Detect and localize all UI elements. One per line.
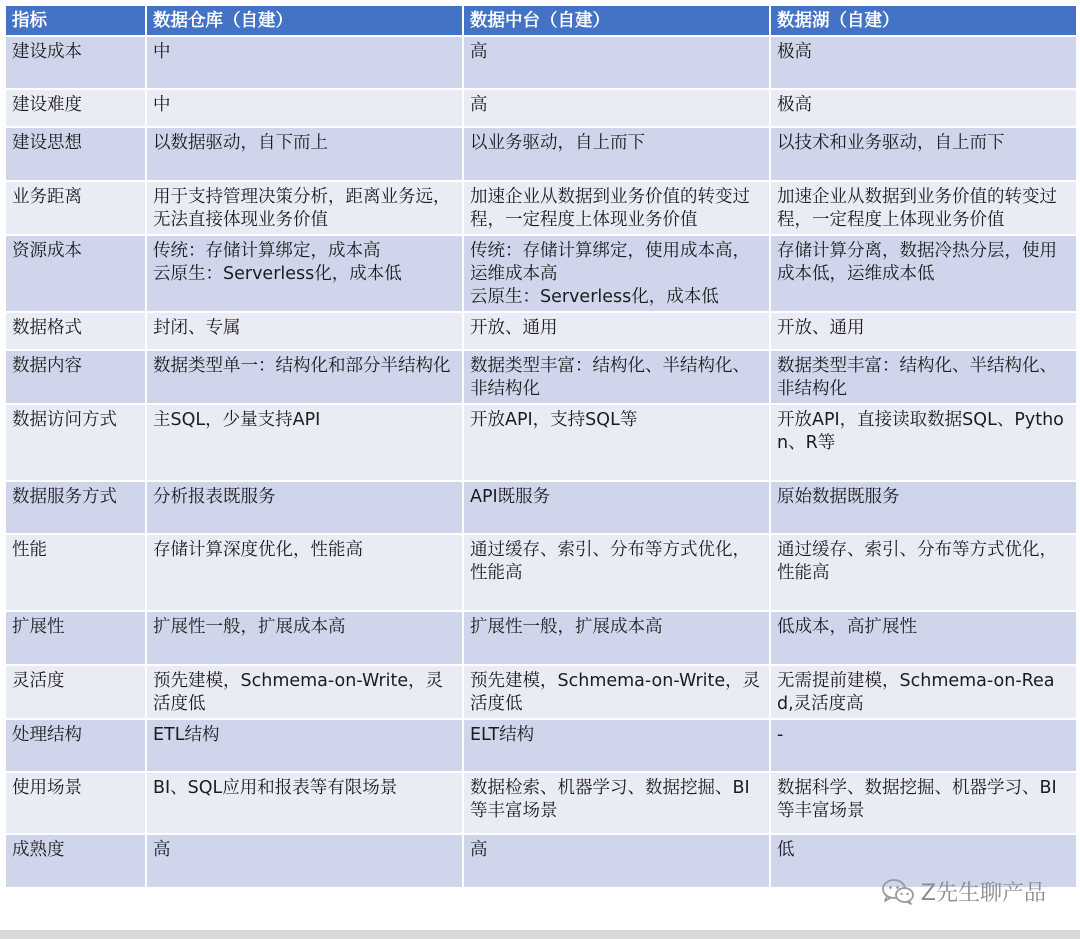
header-metric: 指标 [5,5,146,36]
table-row [5,481,1077,534]
table-body [5,36,1077,888]
table-cell: 高 [463,36,770,89]
table-cell: 低 [770,834,1077,888]
table-cell: 无需提前建模，Schmema-on-Read,灵活度高 [770,665,1077,719]
table-cell: 低成本，高扩展性 [770,611,1077,665]
table-cell: 预先建模，Schmema-on-Write，灵活度低 [146,665,463,719]
table-row [5,611,1077,665]
header-data-middle-platform: 数据中台（自建） [463,5,770,36]
row-label-cell: 性能 [5,534,146,611]
table-row [5,665,1077,719]
table-row [5,772,1077,834]
table-cell: 封闭、专属 [146,312,463,350]
table-cell: 数据检索、机器学习、数据挖掘、BI等丰富场景 [463,772,770,834]
table-cell: 数据类型单一：结构化和部分半结构化 [146,350,463,404]
table-cell: 以数据驱动，自下而上 [146,127,463,181]
row-label-cell: 成熟度 [5,834,146,888]
table-row [5,534,1077,611]
table-cell: 极高 [770,89,1077,127]
table-cell: 用于支持管理决策分析，距离业务远，无法直接体现业务价值 [146,181,463,235]
table-cell: 以业务驱动，自上而下 [463,127,770,181]
table-cell: - [770,719,1077,772]
table-row [5,36,1077,89]
table-cell: 原始数据既服务 [770,481,1077,534]
table-cell: 高 [463,89,770,127]
table-row [5,350,1077,404]
table-row [5,235,1077,312]
table-cell: 传统：存储计算绑定，成本高 云原生：Serverless化，成本低 [146,235,463,312]
table-cell: BI、SQL应用和报表等有限场景 [146,772,463,834]
table-cell: 加速企业从数据到业务价值的转变过程，一定程度上体现业务价值 [463,181,770,235]
table-header-row [5,5,1077,36]
header-data-lake: 数据湖（自建） [770,5,1077,36]
table-cell: 高 [146,834,463,888]
table-row [5,89,1077,127]
table-cell: 传统：存储计算绑定，使用成本高，运维成本高 云原生：Serverless化，成本低 [463,235,770,312]
table-cell: 分析报表既服务 [146,481,463,534]
table-cell: 开放API，支持SQL等 [463,404,770,481]
row-label-cell: 处理结构 [5,719,146,772]
table-cell: 开放、通用 [770,312,1077,350]
row-label-cell: 扩展性 [5,611,146,665]
table-cell: 通过缓存、索引、分布等方式优化，性能高 [463,534,770,611]
header-data-warehouse: 数据仓库（自建） [146,5,463,36]
table-row [5,404,1077,481]
table-cell: 开放API，直接读取数据SQL、Python、R等 [770,404,1077,481]
row-label-cell: 建设思想 [5,127,146,181]
row-label-cell: 灵活度 [5,665,146,719]
table-row [5,181,1077,235]
table-cell: 扩展性一般，扩展成本高 [463,611,770,665]
row-label-cell: 数据格式 [5,312,146,350]
table-cell: API既服务 [463,481,770,534]
table-cell: 中 [146,36,463,89]
table-cell: 存储计算深度优化，性能高 [146,534,463,611]
table-cell: 存储计算分离，数据冷热分层，使用成本低，运维成本低 [770,235,1077,312]
table-cell: ETL结构 [146,719,463,772]
row-label-cell: 建设成本 [5,36,146,89]
wechat-icon [881,878,915,906]
table-cell: 中 [146,89,463,127]
row-label-cell: 数据内容 [5,350,146,404]
table-cell: 预先建模，Schmema-on-Write，灵活度低 [463,665,770,719]
row-label-cell: 数据访问方式 [5,404,146,481]
table-cell: 高 [463,834,770,888]
table-row [5,127,1077,181]
table-cell: 通过缓存、索引、分布等方式优化，性能高 [770,534,1077,611]
table-cell: 极高 [770,36,1077,89]
table-cell: 开放、通用 [463,312,770,350]
row-label-cell: 使用场景 [5,772,146,834]
table-cell: 以技术和业务驱动，自上而下 [770,127,1077,181]
table-cell: ELT结构 [463,719,770,772]
comparison-table [4,4,1078,889]
table-cell: 数据类型丰富：结构化、半结构化、非结构化 [770,350,1077,404]
table-cell: 数据科学、数据挖掘、机器学习、BI等丰富场景 [770,772,1077,834]
table-row [5,312,1077,350]
row-label-cell: 建设难度 [5,89,146,127]
row-label-cell: 业务距离 [5,181,146,235]
table-cell: 数据类型丰富：结构化、半结构化、非结构化 [463,350,770,404]
row-label-cell: 数据服务方式 [5,481,146,534]
row-label-cell: 资源成本 [5,235,146,312]
table-cell: 扩展性一般，扩展成本高 [146,611,463,665]
table-row [5,719,1077,772]
watermark [881,876,1046,907]
bottom-strip [0,930,1080,939]
watermark-text: Z先生聊产品 [920,881,1046,906]
table-cell: 加速企业从数据到业务价值的转变过程，一定程度上体现业务价值 [770,181,1077,235]
table-cell: 主SQL，少量支持API [146,404,463,481]
